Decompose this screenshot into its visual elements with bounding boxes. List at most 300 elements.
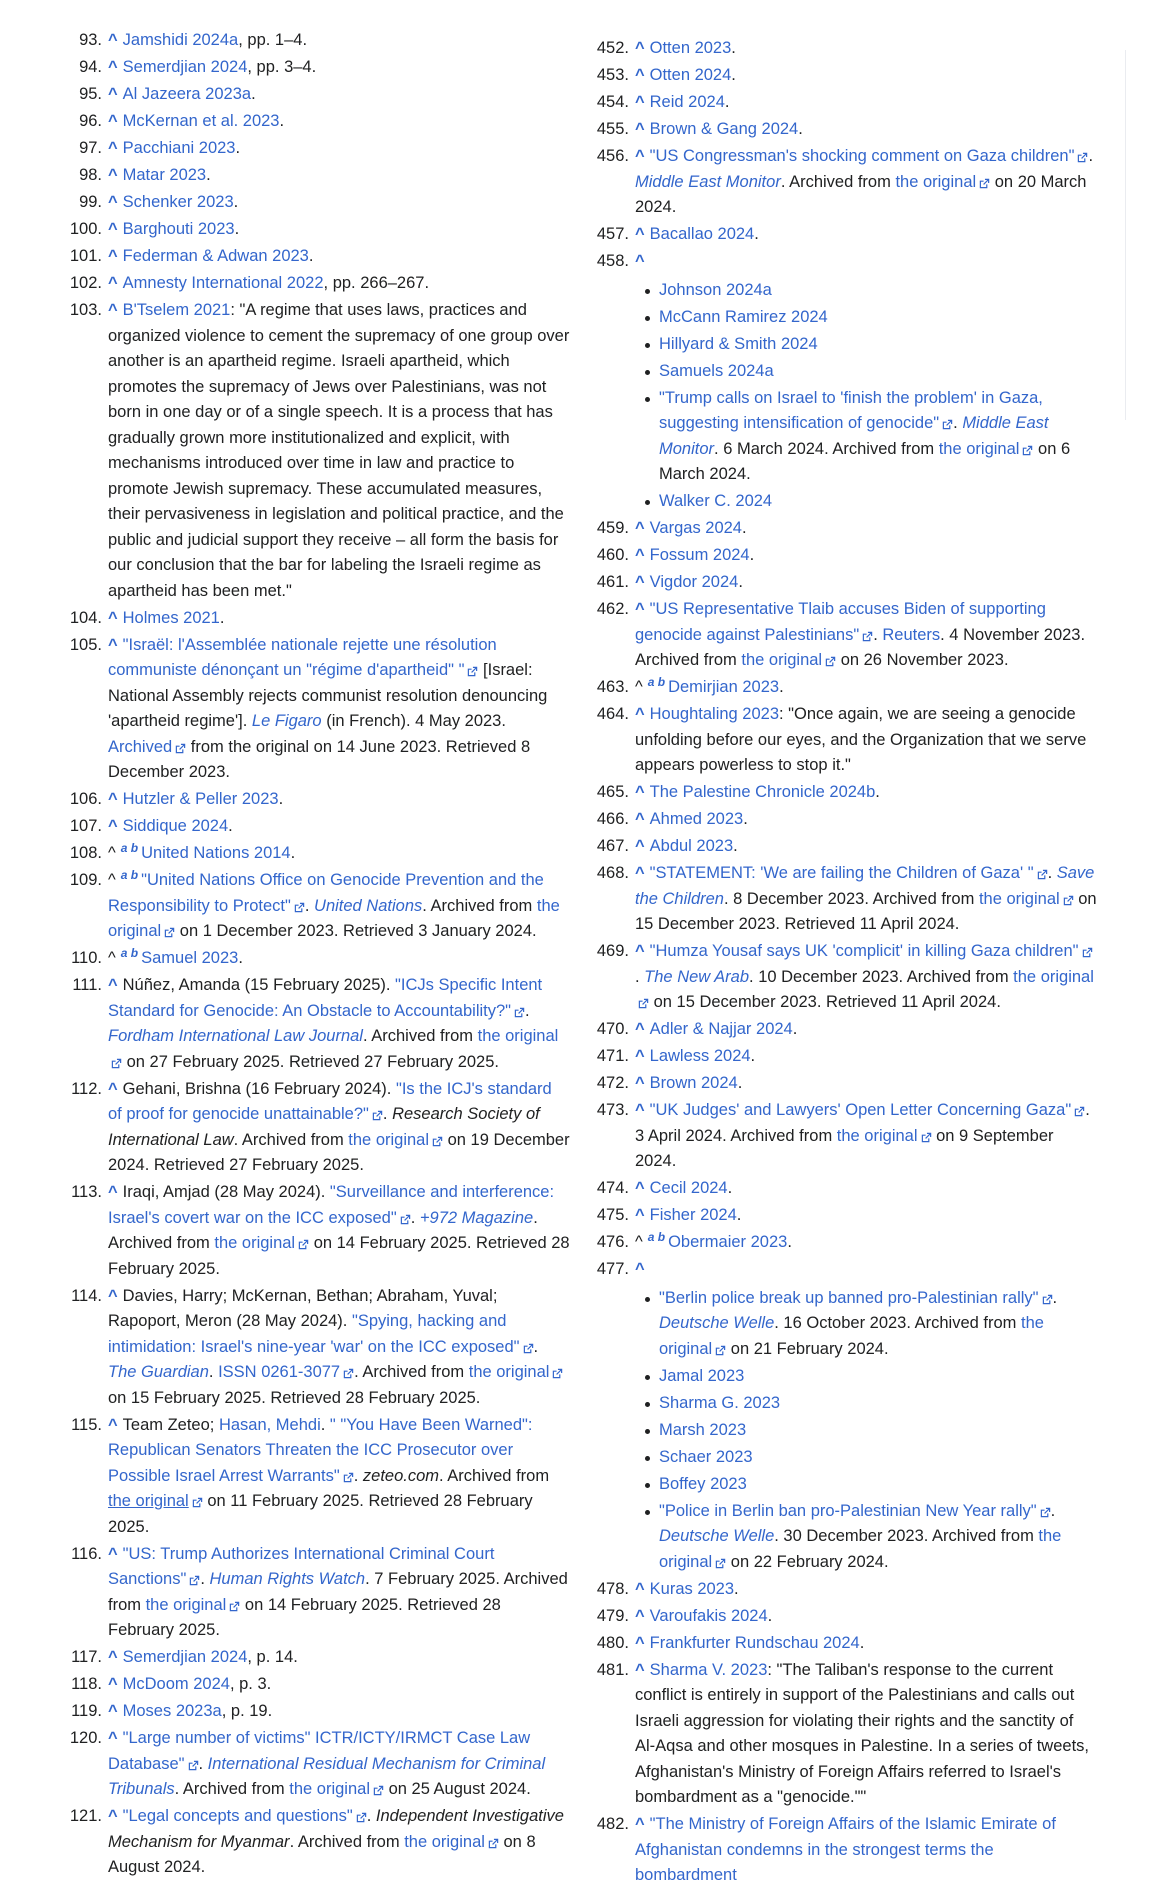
backlink-caret[interactable]: ^ bbox=[635, 810, 645, 828]
sub-reference-item bbox=[635, 1418, 1097, 1444]
backlink-caret[interactable]: ^ bbox=[108, 274, 118, 292]
citation-text: . bbox=[731, 66, 736, 84]
backlink-caret[interactable]: ^ bbox=[108, 608, 118, 627]
backlink-caret[interactable]: ^ bbox=[635, 942, 645, 960]
citation-link[interactable]: Ahmed 2023 bbox=[649, 810, 744, 828]
reference-number: 460. bbox=[596, 546, 629, 564]
backlink-caret[interactable]: ^ bbox=[108, 85, 118, 103]
external-link[interactable]: " "You Have Been Warned": Republican Senators Threaten the ICC Prosecutor over Possible Israel Arrest Warrants" bbox=[108, 1415, 533, 1485]
citation-link[interactable]: Semerdjian 2024 bbox=[122, 1648, 248, 1666]
citation-link[interactable]: Jamshidi 2024a bbox=[122, 31, 239, 49]
reference-number: 471. bbox=[596, 1047, 629, 1065]
citation-link[interactable]: Frankfurter Rundschau 2024 bbox=[649, 1633, 860, 1652]
reference-item bbox=[70, 163, 570, 189]
citation-link[interactable]: Hillyard & Smith 2024 bbox=[659, 334, 818, 353]
external-link[interactable]: "STATEMENT: 'We are failing the Children of Gaza' " bbox=[649, 864, 1034, 882]
citation-text: . 30 December 2023. Archived from bbox=[774, 1527, 1039, 1545]
publication-link[interactable]: United Nations bbox=[314, 896, 423, 915]
reference-number: 468. bbox=[596, 864, 629, 882]
backlink-caret[interactable]: ^ bbox=[635, 39, 645, 57]
reference-number: 102. bbox=[69, 274, 102, 292]
external-link-icon bbox=[343, 1472, 353, 1482]
backlink-caret[interactable]: ^ bbox=[108, 193, 118, 211]
citation-text: . bbox=[953, 414, 963, 432]
external-link[interactable]: the original bbox=[659, 1527, 1062, 1571]
citation-text: . bbox=[749, 546, 755, 564]
publication-link[interactable]: International Residual Mechanism for Criminal Tribunals bbox=[108, 1754, 546, 1798]
citation-link[interactable]: Schenker 2023 bbox=[122, 193, 234, 211]
reference-number: 473. bbox=[596, 1101, 629, 1119]
external-link[interactable]: "Spying, hacking and intimidation: Israel's nine-year 'war' on the ICC exposed" bbox=[108, 1312, 520, 1356]
external-link-icon bbox=[189, 1575, 199, 1585]
backlink-caret: ^ bbox=[108, 949, 116, 967]
reference-number: 469. bbox=[596, 942, 629, 960]
reference-item bbox=[70, 190, 570, 216]
reference-number: 115. bbox=[71, 1415, 102, 1434]
external-link-icon bbox=[488, 1838, 498, 1848]
external-link-icon bbox=[979, 178, 989, 188]
reference-number: 105. bbox=[69, 635, 102, 654]
external-link-icon bbox=[356, 1812, 366, 1822]
citation-text: [Israel: National Assembly rejects communist resolution denouncing 'apartheid regime']. bbox=[108, 661, 548, 730]
citation-link[interactable]: Varoufakis 2024 bbox=[649, 1606, 768, 1625]
external-link[interactable]: the original bbox=[1013, 967, 1094, 986]
backlink-caret[interactable]: ^ bbox=[108, 1729, 118, 1747]
external-link[interactable]: the original bbox=[145, 1595, 227, 1614]
citation-text: . bbox=[727, 1179, 733, 1197]
citation-text: , p. 14. bbox=[247, 1648, 298, 1666]
citation-text: . bbox=[353, 1466, 363, 1485]
external-link-icon bbox=[1022, 445, 1032, 455]
backlink-caret[interactable]: ^ bbox=[635, 1206, 645, 1224]
external-link[interactable]: the original bbox=[659, 1314, 1044, 1358]
bullet-dot bbox=[645, 1510, 650, 1515]
citation-text: . bbox=[731, 39, 736, 57]
external-link[interactable]: the original bbox=[348, 1130, 430, 1149]
citation-text: . bbox=[198, 1754, 208, 1773]
backlink-caret[interactable]: ^ bbox=[635, 66, 645, 84]
external-link-icon bbox=[188, 1760, 198, 1770]
backlink-caret[interactable]: ^ bbox=[635, 1260, 645, 1278]
citation-link[interactable]: Walker C. 2024 bbox=[659, 492, 773, 510]
external-link[interactable]: "Is the ICJ's standard of proof for genocide unattainable?" bbox=[108, 1079, 552, 1123]
external-link[interactable]: the original bbox=[978, 889, 1060, 908]
citation-text: Iraqi, Amjad (28 May 2024). bbox=[122, 1183, 330, 1201]
citation-link[interactable]: Al Jazeera 2023a bbox=[122, 85, 252, 103]
reference-number: 456. bbox=[596, 147, 629, 165]
citation-text: . bbox=[278, 790, 284, 808]
backlink-caret: ^ bbox=[635, 678, 643, 696]
backlink-caret[interactable]: ^ bbox=[108, 31, 118, 49]
reference-item bbox=[70, 1672, 570, 1698]
external-link[interactable]: Archived bbox=[108, 737, 173, 756]
backlink-caret[interactable]: ^ bbox=[635, 1179, 645, 1197]
backlink-caret[interactable]: ^ bbox=[108, 1648, 118, 1666]
citation-text: . Archived from bbox=[108, 1208, 538, 1252]
backlink-caret[interactable]: ^ bbox=[635, 519, 645, 537]
reference-number: 470. bbox=[596, 1020, 629, 1038]
publication-link[interactable]: Middle East Monitor bbox=[659, 414, 1049, 458]
external-link-icon bbox=[921, 1132, 931, 1142]
reference-number: 101. bbox=[69, 247, 102, 265]
citation-text: . bbox=[206, 166, 211, 184]
backlink-caret[interactable]: ^ bbox=[108, 1544, 118, 1563]
reference-number: 118. bbox=[71, 1675, 102, 1693]
backlink-caret[interactable]: ^ bbox=[635, 1101, 645, 1119]
citation-text: . 3 April 2024. Archived from bbox=[635, 1101, 1090, 1145]
publication-link[interactable]: +972 Magazine bbox=[419, 1208, 534, 1227]
external-link[interactable]: the original bbox=[289, 1780, 370, 1798]
external-link[interactable]: the original bbox=[214, 1234, 296, 1252]
citation-text: on 8 August 2024. bbox=[108, 1832, 536, 1876]
sub-reference-item bbox=[635, 305, 1097, 331]
backlink-caret[interactable]: ^ bbox=[108, 1415, 118, 1434]
external-link[interactable]: the original bbox=[468, 1363, 550, 1381]
backlink-caret[interactable]: ^ bbox=[108, 220, 118, 238]
reference-item bbox=[70, 868, 570, 945]
citation-text: Núñez, Amanda (15 February 2025). bbox=[122, 976, 396, 994]
backlink-caret: ^ bbox=[108, 871, 116, 889]
backlink-caret[interactable]: ^ bbox=[635, 1047, 645, 1065]
reference-item bbox=[597, 1604, 1097, 1630]
citation-link[interactable]: Kuras 2023 bbox=[649, 1579, 735, 1598]
citation-link[interactable]: Semerdjian 2024 bbox=[122, 58, 248, 76]
citation-link[interactable]: "The Ministry of Foreign Affairs of the Islamic Emirate of Afghanistan condemns in the strongest terms the bombardment bbox=[635, 1815, 1056, 1884]
publication-link[interactable]: Deutsche Welle bbox=[659, 1527, 775, 1545]
citation-text: . bbox=[233, 193, 239, 211]
reference-number: 121. bbox=[69, 1807, 102, 1825]
citation-link[interactable]: Hutzler & Peller 2023 bbox=[122, 790, 279, 808]
sub-reference-item bbox=[635, 1499, 1097, 1576]
citation-text: . bbox=[734, 1579, 739, 1598]
citation-text: . bbox=[859, 1633, 865, 1652]
external-link[interactable]: "US Congressman's shocking comment on Gaza children" bbox=[649, 147, 1075, 165]
citation-link[interactable]: Obermaier 2023 bbox=[668, 1233, 788, 1251]
citation-text: . bbox=[208, 1363, 219, 1381]
citation-text: . bbox=[228, 817, 233, 835]
backlink-caret[interactable]: ^ bbox=[635, 837, 645, 855]
citation-link[interactable]: Samuels 2024a bbox=[659, 361, 774, 380]
sub-reference-item bbox=[635, 1472, 1097, 1498]
backlink-caret[interactable]: ^ bbox=[108, 1675, 118, 1693]
backlink-caret[interactable]: ^ bbox=[635, 1020, 645, 1038]
citation-link[interactable]: Federman & Adwan 2023 bbox=[122, 247, 309, 265]
citation-link[interactable]: Schaer 2023 bbox=[659, 1447, 753, 1466]
citation-link[interactable]: United Nations 2014 bbox=[141, 844, 291, 862]
reference-number: 454. bbox=[596, 93, 629, 111]
citation-text: on 22 February 2024. bbox=[726, 1552, 889, 1571]
reference-item bbox=[597, 834, 1097, 860]
citation-text: on 15 December 2023. Retrieved 11 April 2024. bbox=[649, 993, 1001, 1011]
citation-link[interactable]: Boffey 2023 bbox=[659, 1474, 747, 1493]
external-link[interactable]: "Berlin police break up banned pro-Palestinian rally" bbox=[659, 1288, 1039, 1307]
backlink-caret[interactable]: ^ bbox=[635, 225, 645, 243]
external-link[interactable]: "Police in Berlin ban pro-Palestinian New Year rally" bbox=[659, 1501, 1037, 1520]
external-link[interactable]: "Humza Yousaf says UK 'complicit' in killing Gaza children" bbox=[649, 942, 1079, 960]
backlink-caret[interactable]: ^ bbox=[635, 147, 645, 165]
citation-link[interactable]: Demirjian 2023 bbox=[668, 678, 780, 696]
reference-number: 107. bbox=[69, 817, 102, 835]
citation-text: . bbox=[290, 844, 296, 862]
reference-item bbox=[70, 1542, 570, 1644]
backlink-caret[interactable]: ^ bbox=[635, 252, 645, 270]
publication-link[interactable]: Human Rights Watch bbox=[209, 1570, 366, 1588]
backlink-caret[interactable]: ^ bbox=[635, 546, 645, 564]
citation-text: . bbox=[736, 1206, 742, 1224]
external-link[interactable]: the original bbox=[108, 1492, 189, 1510]
external-link[interactable]: the original bbox=[938, 439, 1020, 458]
external-link-icon bbox=[552, 1368, 562, 1378]
publication-link[interactable]: The New Arab bbox=[644, 967, 750, 986]
reference-number: 474. bbox=[596, 1179, 629, 1197]
citation-text: . bbox=[320, 1415, 330, 1434]
reference-item bbox=[597, 807, 1097, 833]
citation-link[interactable]: Fossum 2024 bbox=[649, 546, 750, 564]
reference-number: 114. bbox=[71, 1286, 102, 1305]
reference-number: 97. bbox=[79, 139, 102, 157]
citation-text: . bbox=[875, 783, 880, 801]
citation-link[interactable]: Marsh 2023 bbox=[659, 1420, 747, 1439]
backlink-caret[interactable]: ^ bbox=[635, 1660, 645, 1679]
reference-item bbox=[597, 1658, 1097, 1811]
reference-number: 111. bbox=[72, 976, 102, 994]
backlink-caret: ^ bbox=[635, 1233, 643, 1251]
citation-link[interactable]: McCann Ramirez 2024 bbox=[659, 307, 828, 326]
citation-link[interactable]: Matar 2023 bbox=[122, 166, 207, 184]
bullet-dot bbox=[645, 1297, 650, 1302]
sub-reference-item bbox=[635, 359, 1097, 385]
external-link-icon bbox=[1037, 869, 1047, 879]
backlink-caret[interactable]: ^ bbox=[108, 1702, 118, 1720]
backlink-caret[interactable]: ^ bbox=[108, 635, 118, 654]
reference-item bbox=[70, 1726, 570, 1803]
reference-item bbox=[597, 1257, 1097, 1575]
reference-item bbox=[597, 1071, 1097, 1097]
external-link[interactable]: "Trump calls on Israel to 'finish the problem' in Gaza, suggesting intensification of genocide" bbox=[659, 388, 1043, 432]
reference-number: 95. bbox=[79, 85, 102, 103]
backlink-caret[interactable]: ^ bbox=[635, 600, 645, 618]
sub-reference-list bbox=[635, 278, 1097, 515]
backlink-caret[interactable]: ^ bbox=[635, 864, 645, 882]
backlink-caret[interactable]: ^ bbox=[635, 705, 645, 723]
reference-number: 106. bbox=[69, 790, 102, 808]
citation-link[interactable]: ISSN bbox=[218, 1363, 257, 1381]
publication-link[interactable]: Le Figaro bbox=[251, 712, 322, 730]
reference-number: 120. bbox=[69, 1729, 102, 1747]
external-link-icon bbox=[862, 631, 872, 641]
reference-number: 479. bbox=[596, 1606, 629, 1625]
citation-link[interactable]: Houghtaling 2023 bbox=[649, 705, 779, 723]
publication-name: Research Society of International Law bbox=[108, 1105, 540, 1149]
citation-link[interactable]: Fisher 2024 bbox=[649, 1206, 737, 1224]
external-link[interactable]: "Surveillance and interference: Israel's covert war on the ICC exposed" bbox=[108, 1183, 555, 1227]
backlink-caret[interactable]: ^ bbox=[108, 58, 118, 76]
reference-number: 94. bbox=[79, 58, 102, 76]
citation-text: : "A regime that uses laws, practices and organized violence to cement the supremacy of one group over another is an apartheid regime. Israeli apartheid, which promotes the supremacy of Jews over Palestinians, was not born in one day or of a single speech. It is a process that has gradually grown more institutionalized and explicit, with mechanisms introduced over time in law and practice to promote Jewish supremacy. These accumulated measures, their pervasiveness in legislation and political practice, and the public and judicial support they receive – all form the basis for our conclusion that the bar for labeling the Israeli regime as apartheid has been met." bbox=[108, 301, 570, 600]
bullet-dot bbox=[645, 316, 650, 321]
citation-link[interactable]: Samuel 2023 bbox=[141, 949, 239, 967]
reference-number: 475. bbox=[596, 1206, 629, 1224]
backlink-caret[interactable]: ^ bbox=[108, 790, 118, 808]
backlink-caret[interactable]: ^ bbox=[108, 112, 118, 130]
citation-text: . bbox=[1050, 1501, 1056, 1520]
external-link[interactable]: 0261-3077 bbox=[261, 1363, 341, 1381]
citation-link[interactable]: Vargas 2024 bbox=[649, 519, 742, 537]
citation-link[interactable]: Adler & Najjar 2024 bbox=[649, 1020, 793, 1038]
external-link-icon bbox=[343, 1368, 353, 1378]
external-link[interactable]: "United Nations Office on Genocide Prevention and the Responsibility to Protect" bbox=[108, 871, 544, 915]
citation-text: . bbox=[873, 625, 883, 644]
citation-link[interactable]: Otten 2024 bbox=[649, 66, 732, 84]
external-link[interactable]: the original bbox=[836, 1126, 918, 1145]
backlink-caret[interactable]: ^ bbox=[108, 1286, 118, 1305]
backlink-caret[interactable]: ^ bbox=[108, 976, 118, 994]
backlink-caret[interactable]: ^ bbox=[635, 1606, 645, 1625]
citation-link[interactable]: Moses 2023a bbox=[122, 1702, 222, 1720]
citation-link[interactable]: Siddique 2024 bbox=[122, 817, 229, 835]
reference-number: 472. bbox=[596, 1074, 629, 1092]
backlink-letters[interactable]: a b bbox=[120, 840, 139, 855]
external-link-icon bbox=[514, 1007, 524, 1017]
backlink-letters[interactable]: a b bbox=[120, 945, 139, 960]
citation-link[interactable]: Abdul 2023 bbox=[649, 837, 734, 855]
citation-text: : "Once again, we are seeing a genocide unfolding before our eyes, and the Organization that we serve appears powerless to stop it." bbox=[635, 705, 1087, 774]
reference-number: 93. bbox=[79, 31, 102, 49]
citation-link[interactable]: Bacallao 2024 bbox=[649, 225, 755, 243]
backlink-caret: ^ bbox=[108, 844, 116, 862]
citation-link[interactable]: Reuters bbox=[882, 625, 941, 644]
external-link-icon bbox=[715, 1558, 725, 1568]
bullet-dot bbox=[645, 1483, 650, 1488]
external-link[interactable]: "ICJs Specific Intent Standard for Genocide: An Obstacle to Accountability?" bbox=[108, 976, 543, 1020]
backlink-caret[interactable]: ^ bbox=[635, 1815, 645, 1833]
backlink-caret[interactable]: ^ bbox=[108, 1183, 118, 1201]
citation-text: . bbox=[635, 967, 645, 986]
external-link[interactable]: "Israël: l'Assemblée nationale rejette une résolution communiste dénonçant un "régime d'apartheid" " bbox=[108, 635, 497, 679]
citation-text: . bbox=[787, 1233, 792, 1251]
citation-text: . Archived from bbox=[289, 1832, 405, 1851]
publication-link[interactable]: Middle East Monitor bbox=[635, 172, 781, 191]
citation-text: Davies, Harry; McKernan, Bethan; Abraham, Yuval; Rapoport, Meron (28 May 2024). bbox=[108, 1286, 498, 1330]
citation-link[interactable]: Hasan, Mehdi bbox=[218, 1415, 321, 1434]
backlink-caret[interactable]: ^ bbox=[108, 301, 118, 319]
external-link[interactable]: "US: Trump Authorizes International Criminal Court Sanctions" bbox=[108, 1544, 495, 1588]
backlink-caret[interactable]: ^ bbox=[108, 1079, 118, 1098]
citation-link[interactable]: The Palestine Chronicle 2024b bbox=[649, 783, 876, 801]
reference-number: 455. bbox=[596, 120, 629, 138]
backlink-letters[interactable]: a b bbox=[120, 867, 139, 882]
citation-link[interactable]: Cecil 2024 bbox=[649, 1179, 728, 1197]
external-link-icon bbox=[294, 902, 304, 912]
citation-link[interactable]: Johnson 2024a bbox=[659, 280, 772, 299]
backlink-caret[interactable]: ^ bbox=[108, 247, 118, 265]
citation-link[interactable]: Holmes 2021 bbox=[122, 608, 220, 627]
backlink-caret[interactable]: ^ bbox=[108, 139, 118, 157]
reference-item bbox=[70, 244, 570, 270]
citation-text: , p. 3. bbox=[229, 1675, 272, 1693]
citation-link[interactable]: B'Tselem 2021 bbox=[122, 301, 231, 319]
sub-reference-item bbox=[635, 1391, 1097, 1417]
citation-link[interactable]: Reid 2024 bbox=[649, 93, 725, 111]
backlink-caret[interactable]: ^ bbox=[635, 93, 645, 111]
citation-link[interactable]: Brown & Gang 2024 bbox=[649, 120, 799, 138]
citation-text: on 15 February 2025. Retrieved 28 February 2025. bbox=[108, 1388, 481, 1407]
reference-item bbox=[597, 117, 1097, 143]
citation-text: . bbox=[798, 120, 803, 138]
backlink-letters[interactable]: a b bbox=[647, 674, 666, 689]
backlink-caret[interactable]: ^ bbox=[635, 783, 645, 801]
external-link[interactable]: the original bbox=[108, 896, 560, 940]
backlink-letters[interactable]: a b bbox=[647, 1229, 666, 1244]
citation-link[interactable]: Amnesty International 2022 bbox=[122, 274, 324, 292]
citation-link[interactable]: Lawless 2024 bbox=[649, 1047, 751, 1065]
publication-link[interactable]: The Guardian bbox=[108, 1363, 209, 1381]
sub-reference-item bbox=[635, 1286, 1097, 1363]
publication-link[interactable]: Save the Children bbox=[635, 864, 1095, 908]
citation-link[interactable]: McDoom 2024 bbox=[122, 1675, 230, 1693]
reference-item bbox=[597, 63, 1097, 89]
bullet-dot bbox=[645, 1402, 650, 1407]
reference-item bbox=[70, 946, 570, 972]
external-link[interactable]: the original bbox=[741, 651, 823, 669]
reference-item bbox=[70, 82, 570, 108]
citation-text: . bbox=[754, 225, 759, 243]
external-link[interactable]: "Large number of victims" ICTR/ICTY/IRMCT Case Law Database" bbox=[108, 1729, 531, 1773]
citation-text: . bbox=[792, 1020, 798, 1038]
external-link[interactable]: "US Representative Tlaib accuses Biden of supporting genocide against Palestinians" bbox=[635, 600, 1046, 644]
citation-text: . bbox=[767, 1606, 773, 1625]
citation-link[interactable]: Sharma V. 2023 bbox=[649, 1660, 768, 1679]
backlink-caret[interactable]: ^ bbox=[108, 166, 118, 184]
citation-link[interactable]: Jamal 2023 bbox=[659, 1366, 745, 1385]
external-link-icon bbox=[1077, 152, 1087, 162]
citation-link[interactable]: Sharma G. 2023 bbox=[659, 1393, 781, 1412]
reference-item bbox=[597, 1017, 1097, 1043]
external-link[interactable]: "UK Judges' and Lawyers' Open Letter Concerning Gaza" bbox=[649, 1101, 1072, 1119]
reference-item bbox=[597, 1230, 1097, 1256]
backlink-caret[interactable]: ^ bbox=[635, 1633, 645, 1652]
reference-number: 119. bbox=[71, 1702, 102, 1720]
external-link-icon bbox=[1074, 1106, 1084, 1116]
reference-number: 477. bbox=[596, 1260, 629, 1278]
citation-link[interactable]: Vigdor 2024 bbox=[649, 573, 739, 591]
citation-link[interactable]: McKernan et al. 2023 bbox=[122, 112, 280, 130]
backlink-caret[interactable]: ^ bbox=[108, 1807, 118, 1825]
external-link-icon bbox=[175, 743, 185, 753]
bullet-dot bbox=[645, 500, 650, 505]
external-link[interactable]: "Legal concepts and questions" bbox=[122, 1807, 353, 1825]
reference-number: 104. bbox=[69, 608, 102, 627]
backlink-caret[interactable]: ^ bbox=[635, 1074, 645, 1092]
reference-item bbox=[597, 516, 1097, 542]
backlink-caret[interactable]: ^ bbox=[635, 573, 645, 591]
publication-link[interactable]: Deutsche Welle bbox=[659, 1314, 775, 1332]
backlink-caret[interactable]: ^ bbox=[635, 1579, 645, 1598]
reference-number: 452. bbox=[596, 39, 629, 57]
external-link[interactable]: the original bbox=[404, 1832, 485, 1851]
citation-link[interactable]: Otten 2023 bbox=[649, 39, 732, 57]
external-link[interactable]: the original bbox=[477, 1027, 559, 1045]
citation-link[interactable]: Pacchiani 2023 bbox=[122, 139, 236, 157]
external-link-icon bbox=[1063, 895, 1073, 905]
reference-number: 464. bbox=[596, 705, 629, 723]
backlink-caret[interactable]: ^ bbox=[108, 817, 118, 835]
publication-link[interactable]: Fordham International Law Journal bbox=[108, 1027, 363, 1045]
external-link[interactable]: the original bbox=[895, 172, 977, 191]
citation-link[interactable]: Barghouti 2023 bbox=[122, 220, 235, 238]
backlink-caret[interactable]: ^ bbox=[635, 120, 645, 138]
citation-link[interactable]: Brown 2024 bbox=[649, 1074, 738, 1092]
